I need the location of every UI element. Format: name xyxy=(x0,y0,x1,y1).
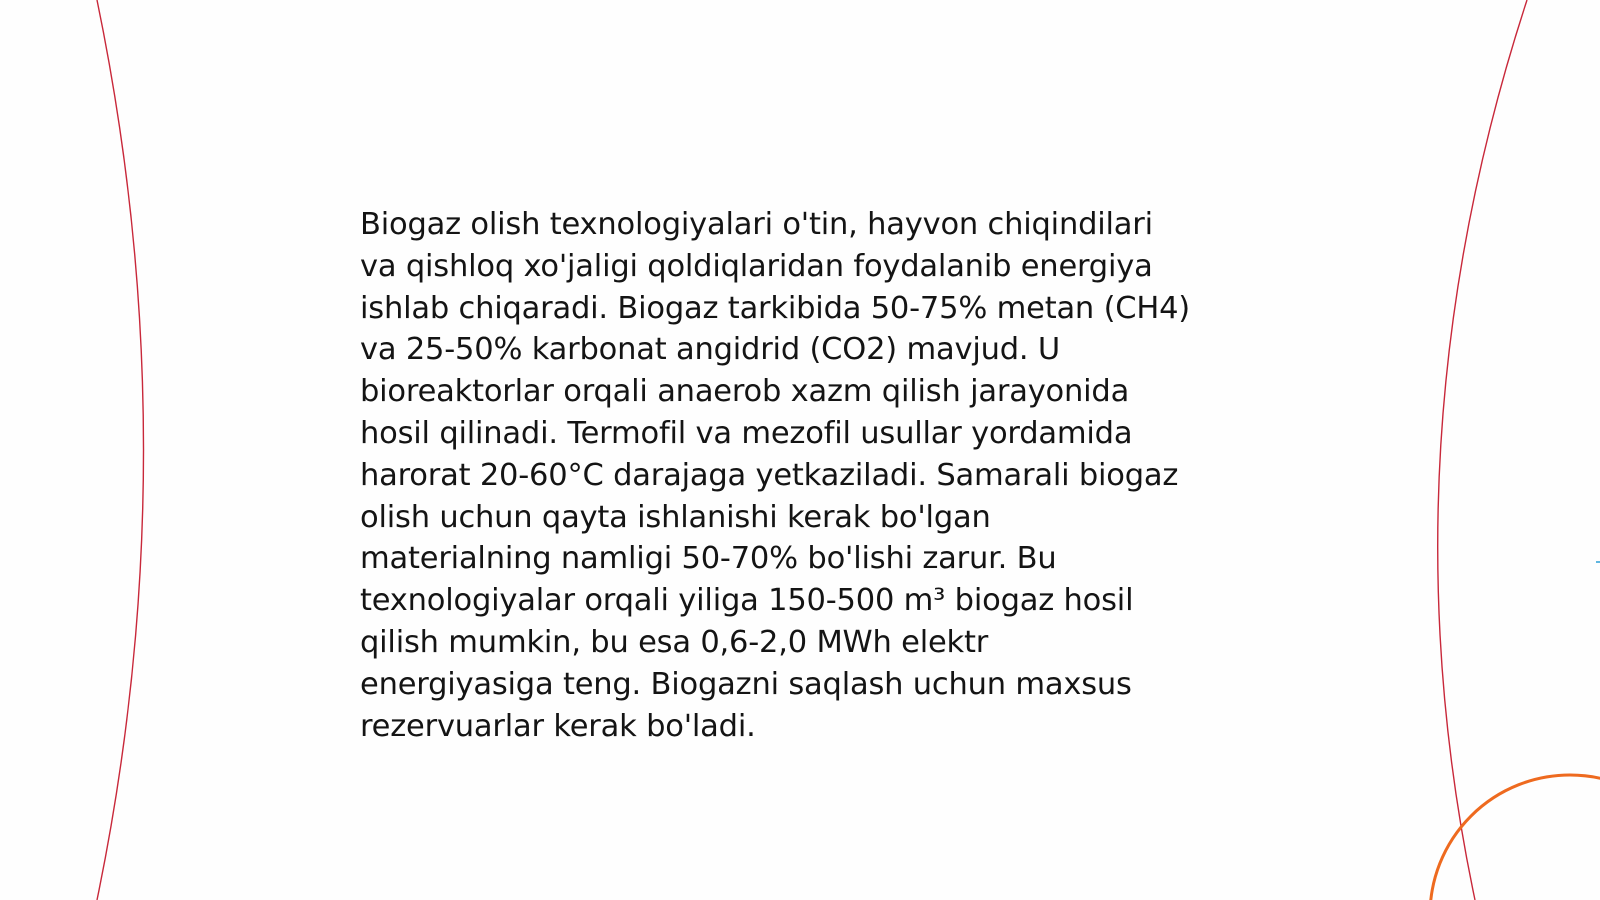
paragraph-line: harorat 20-60°C darajaga yetkaziladi. Samarali biogaz xyxy=(360,457,1179,493)
paragraph-line: ishlab chiqaradi. Biogaz tarkibida 50-75% metan (CH4) xyxy=(360,290,1190,326)
paragraph-line: va 25-50% karbonat angidrid (CO2) mavjud. U xyxy=(360,332,1061,368)
paragraph-line: olish uchun qayta ishlanishi kerak bo'lgan xyxy=(360,499,991,535)
paragraph-line: texnologiyalar orqali yiliga 150-500 m³ biogaz hosil xyxy=(360,583,1134,619)
paragraph-line: energiyasiga teng. Biogazni saqlash uchun maxsus xyxy=(360,666,1132,702)
left-curve xyxy=(97,0,144,900)
paragraph-line: Biogaz olish texnologiyalari o'tin, hayvon chiqindilari xyxy=(360,207,1153,242)
paragraph-line: hosil qilinadi. Termofil va mezofil usullar yordamida xyxy=(360,415,1133,451)
paragraph-line: bioreaktorlar orqali anaerob xazm qilish jarayonida xyxy=(360,374,1130,410)
paragraph-line: materialning namligi 50-70% bo'lishi zarur. Bu xyxy=(360,541,1057,577)
paragraph-line: rezervuarlar kerak bo'ladi. xyxy=(360,708,756,744)
body-paragraph xyxy=(360,204,1260,747)
paragraph-line: va qishloq xo'jaligi qoldiqlaridan foydalanib energiya xyxy=(360,248,1153,284)
right-curve xyxy=(1438,0,1527,900)
paragraph-line: qilish mumkin, bu esa 0,6-2,0 MWh elektr xyxy=(360,624,989,660)
